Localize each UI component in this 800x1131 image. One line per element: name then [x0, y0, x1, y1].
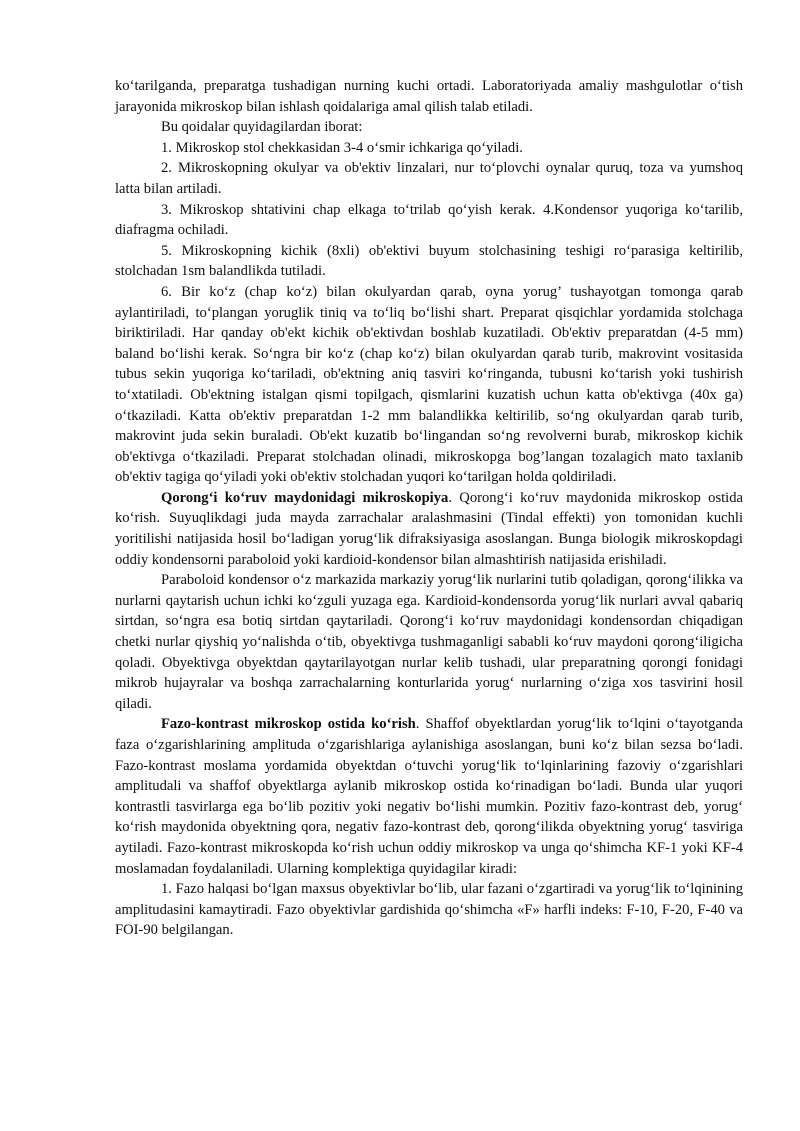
paragraph-rule-6: 6. Bir ko‘z (chap ko‘z) bilan okulyardan qarab, oyna yorug’ tushayotgan tomonga qarab aylantiriladi, to‘plangan yoruglik tiniq va to‘liq bo‘lishi shart. Preparat qisqichlar yordamida stolchaga biriktiriladi. Har qanday ob'ekt kichik ob'ektivdan boshlab kuzatiladi. Ob'ektiv preparatdan (4-5 mm) baland bo‘lishi kerak. So‘ngra bir ko‘z (chap ko‘z) bilan okulyardan qarab turib, makrovint vositasida tubus sekin yuqoriga ko‘tariladi, ob'ektning aniq tasviri ko‘ringanda, tubusni ko‘tarish yoki tushirish to‘xtatiladi. Ob'ektning istalgan qismi topilgach, qismlarini kuzatish uchun katta ob'ektivga (40x ga) o‘tkaziladi. Katta ob'ektiv preparatdan 1-2 mm balandlikka keltirilib, so‘ng okulyardan qarab turib, makrovint juda sekin buraladi. Ob'ekt kuzatib bo‘lingandan so‘ng revolverni burab, mikroskop kichik ob'ektivga o‘tkaziladi. Preparat stolchadan olinadi, mikroskopga bog’langan tozalagich mato taxlanib ob'ektiv tagiga qo‘yiladi yoki ob'ektiv stolchadan yuqori ko‘tarilgan holda qoldiriladi.: [115, 283, 743, 486]
paragraph-rules-intro: Bu qoidalar quyidagilardan iborat:: [161, 119, 363, 136]
paragraph-rule-2: 2. Mikroskopning okulyar va ob'ektiv linzalari, nur to‘plovchi oynalar quruq, toza va yumshoq latta bilan artiladi.: [115, 160, 743, 197]
phase-contrast-text: . Shaffof obyektlardan yorug‘lik to‘lqini o‘tayotganda faza o‘zgarishlarining amplituda o‘zgarishlariga aylanishiga asoslangan, buni ko‘z bilan sezsa bo‘ladi. Fazo-kontrast moslama yordamida obyektdan o‘tuvchi yorug‘lik to‘lqinlarining fazoviy o‘zgarishlari amplitudali va shaffof obyektlarga aylanib mikroskop ostida ko‘rinadigan bo‘ladi. Bunda ular yuqori kontrastli tasvirlarga ega bo‘lib pozitiv yoki negativ bo‘lishi mumkin. Pozitiv fazo-kontrast deb, yorug‘ ko‘rish maydonida obyektning qora, negativ fazo-kontrast deb, qorong‘ilikda obyektning yorug‘ tasviriga aytiladi. Fazo-kontrast mikroskopda ko‘rish uchun oddiy mikroskop va unga qo‘shimcha KF-1 yoki KF-4 moslamadan foydalaniladi. Ularning komplektiga quyidagilar kiradi:: [115, 716, 743, 877]
dark-field-text: . Qorong‘i ko‘ruv maydonida mikroskop ostida ko‘rish. Suyuqlikdagi juda mayda zarrachalar aralashmasini (Tindal effekti) yon tomonidan kuchli yoritilishi natijasida hosil bo‘ladigan yorug‘lik difraksiyasiga asoslangan. Bunga biologik mikroskopdagi oddiy kondensorni paraboloid yoki kardioid-kondensor bilan almashtirish natijasida erishiladi.: [115, 489, 744, 568]
paragraph-dark-field: [115, 488, 743, 570]
paragraph-phase-contrast: [115, 714, 743, 879]
paragraph-rule-1: 1. Mikroskop stol chekkasidan 3-4 o‘smir ichkariga qo‘yiladi.: [161, 139, 523, 156]
heading-dark-field: Qorong‘i ko‘ruv maydonidagi mikroskopiya: [161, 489, 449, 506]
heading-phase-contrast: Fazo-kontrast mikroskop ostida ko‘rish: [161, 716, 416, 733]
paragraph-intro: ko‘tarilganda, preparatga tushadigan nurning kuchi ortadi. Laboratoriyada amaliy mashgulotlar o‘tish jarayonida mikroskop bilan ishlash qoidalariga amal qilish talab etiladi.: [115, 78, 743, 115]
paragraph-phase-objectives: 1. Fazo halqasi bo‘lgan maxsus obyektivlar bo‘lib, ular fazani o‘zgartiradi va yorug‘lik to‘lqinining amplitudasini kamaytiradi. Fazo obyektivlar gardishida qo‘shimcha «F» harfli indeks: F-10, F-20, F-40 va FOI-90 belgilangan.: [115, 881, 743, 939]
paragraph-rule-5: 5. Mikroskopning kichik (8xli) ob'ektivi buyum stolchasining teshigi ro‘parasiga keltirilib, stolchadan 1sm balandlikda tutiladi.: [115, 242, 743, 280]
document-page: [115, 76, 743, 941]
paragraph-paraboloid: Paraboloid kondensor o‘z markazida markaziy yorug‘lik nurlarini tutib qoladigan, qorong‘ilikka va nurlarni qaytarish uchun ichki ko‘zguli yuzaga ega. Kardioid-kondensorda yorug‘lik nurlari avval qabariq sirtdan, so‘ngra esa botiq sirtdan qaytariladi. Qorong‘i ko‘ruv maydonidagi kondensordan chiqadigan chetki nurlar qiyshiq yo‘nalishda o‘tib, obyektivga tushmaganligi sababli ko‘ruv maydoni qorong‘iligicha qoladi. Obyektivga obyektdan qaytarilayotgan nurlar kelib tushadi, ular preparatning qorongi fonidagi mikrob hujayralar va boshqa zarrachalarning konturlarida yorug‘ nurlarning o‘ziga xos tasvirini hosil qiladi.: [115, 572, 743, 712]
paragraph-rule-3: 3. Mikroskop shtativini chap elkaga to‘trilab qo‘yish kerak. 4.Kondensor yuqoriga ko‘tarilib, diafragma ochiladi.: [115, 201, 743, 239]
